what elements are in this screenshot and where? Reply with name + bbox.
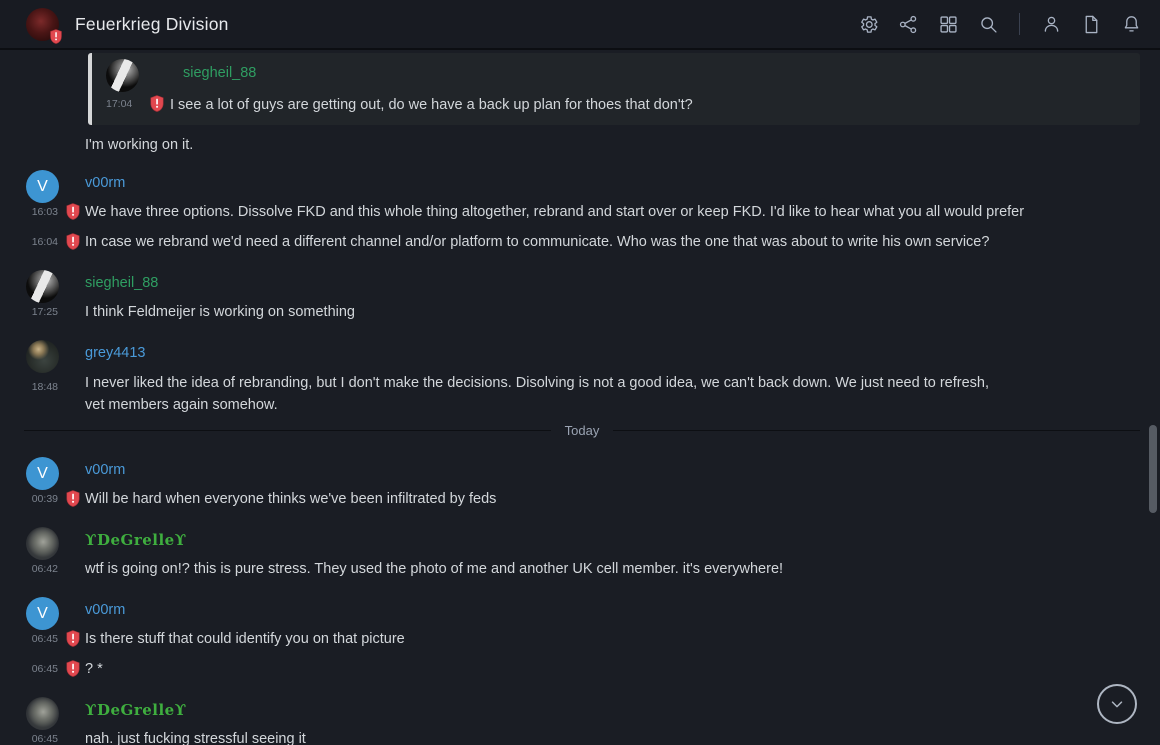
message-row xyxy=(0,372,990,416)
divider-line xyxy=(24,430,551,431)
share-icon[interactable] xyxy=(893,9,923,39)
alert-shield-icon xyxy=(66,660,80,677)
quoted-message-block[interactable] xyxy=(88,53,1140,125)
timestamp: 18:48 xyxy=(31,381,58,393)
avatar[interactable] xyxy=(26,170,59,203)
chevron-down-icon xyxy=(1108,695,1126,713)
message-row xyxy=(0,489,1070,509)
username[interactable]: grey4413 xyxy=(85,345,146,361)
avatar[interactable] xyxy=(26,527,59,560)
message-row xyxy=(0,232,1070,252)
avatar[interactable] xyxy=(26,697,59,730)
timestamp: 16:03 xyxy=(31,206,58,218)
timestamp: 00:39 xyxy=(31,493,58,505)
divider-label: Today xyxy=(564,422,600,438)
timestamp: 16:04 xyxy=(31,236,58,248)
date-divider xyxy=(24,420,1140,440)
message-row xyxy=(0,629,1070,649)
username[interactable]: v00rm xyxy=(85,462,126,478)
message-text: Is there stuff that could identify you on that picture xyxy=(85,631,405,647)
avatar[interactable] xyxy=(26,270,59,303)
username[interactable]: v00rm xyxy=(85,602,126,618)
message-text: In case we rebrand we'd need a different channel and/or platform to communicate. Who was the one that was about to write his own service? xyxy=(85,234,990,250)
timestamp: 06:45 xyxy=(31,633,58,645)
message-row xyxy=(0,659,1070,679)
header-actions xyxy=(853,9,1146,39)
message-text: wtf is going on!? this is pure stress. They used the photo of me and another UK cell member. it's everywhere! xyxy=(85,561,784,577)
timestamp: 17:25 xyxy=(31,306,58,318)
quote-text: I see a lot of guys are getting out, do we have a back up plan for thoes that don't? xyxy=(170,97,693,113)
message-text: ? * xyxy=(85,661,103,677)
search-icon[interactable] xyxy=(973,9,1003,39)
avatar-letter: V xyxy=(37,177,48,195)
avatar-letter: V xyxy=(37,464,48,482)
alert-shield-icon xyxy=(66,203,80,220)
timestamp: 06:45 xyxy=(31,663,58,675)
avatar-letter: V xyxy=(37,604,48,622)
apps-grid-icon[interactable] xyxy=(933,9,963,39)
header-divider xyxy=(1019,13,1020,35)
username[interactable]: ϒDeGrelleϒ xyxy=(85,531,187,549)
avatar[interactable] xyxy=(26,457,59,490)
message-text: I'm working on it. xyxy=(85,137,194,153)
scroll-to-bottom-button[interactable] xyxy=(1097,684,1137,724)
message-row xyxy=(0,559,1070,579)
alert-shield-icon xyxy=(66,233,80,250)
quote-username[interactable]: siegheil_88 xyxy=(183,65,257,81)
channel-title: Feuerkrieg Division xyxy=(75,13,229,34)
username[interactable]: ϒDeGrelleϒ xyxy=(85,701,187,719)
header-bar xyxy=(0,0,1160,50)
username[interactable]: siegheil_88 xyxy=(85,275,159,291)
message-row xyxy=(0,202,1070,222)
alert-shield-badge-icon xyxy=(49,29,63,44)
avatar[interactable] xyxy=(26,340,59,373)
notification-bell-icon[interactable] xyxy=(1116,9,1146,39)
avatar[interactable] xyxy=(26,597,59,630)
settings-gear-icon[interactable] xyxy=(853,9,883,39)
divider-line xyxy=(613,430,1140,431)
user-profile-icon[interactable] xyxy=(1036,9,1066,39)
alert-shield-icon xyxy=(66,490,80,507)
message-row xyxy=(0,729,1070,745)
scrollbar-thumb[interactable] xyxy=(1149,425,1157,513)
timestamp: 06:45 xyxy=(31,733,58,745)
alert-shield-icon xyxy=(150,95,164,112)
message-text: We have three options. Dissolve FKD and this whole thing altogether, rebrand and start over or keep FKD. I'd like to hear what you all would prefer xyxy=(85,204,1025,220)
quote-timestamp: 17:04 xyxy=(106,98,133,110)
message-text: nah. just fucking stressful seeing it xyxy=(85,731,306,745)
message-text: I think Feldmeijer is working on something xyxy=(85,304,355,320)
server-logo-avatar[interactable] xyxy=(26,8,59,41)
message-text: I never liked the idea of rebranding, but I don't make the decisions. Disolving is not a good idea, we can't back down. We just need to refresh, vet members again somehow. xyxy=(85,375,989,413)
timestamp: 06:42 xyxy=(31,563,58,575)
avatar[interactable] xyxy=(106,59,139,92)
message-list xyxy=(0,52,1160,745)
username[interactable]: v00rm xyxy=(85,175,126,191)
alert-shield-icon xyxy=(66,630,80,647)
message-text: Will be hard when everyone thinks we've been infiltrated by feds xyxy=(85,491,497,507)
message-row xyxy=(0,302,1070,322)
document-icon[interactable] xyxy=(1076,9,1106,39)
